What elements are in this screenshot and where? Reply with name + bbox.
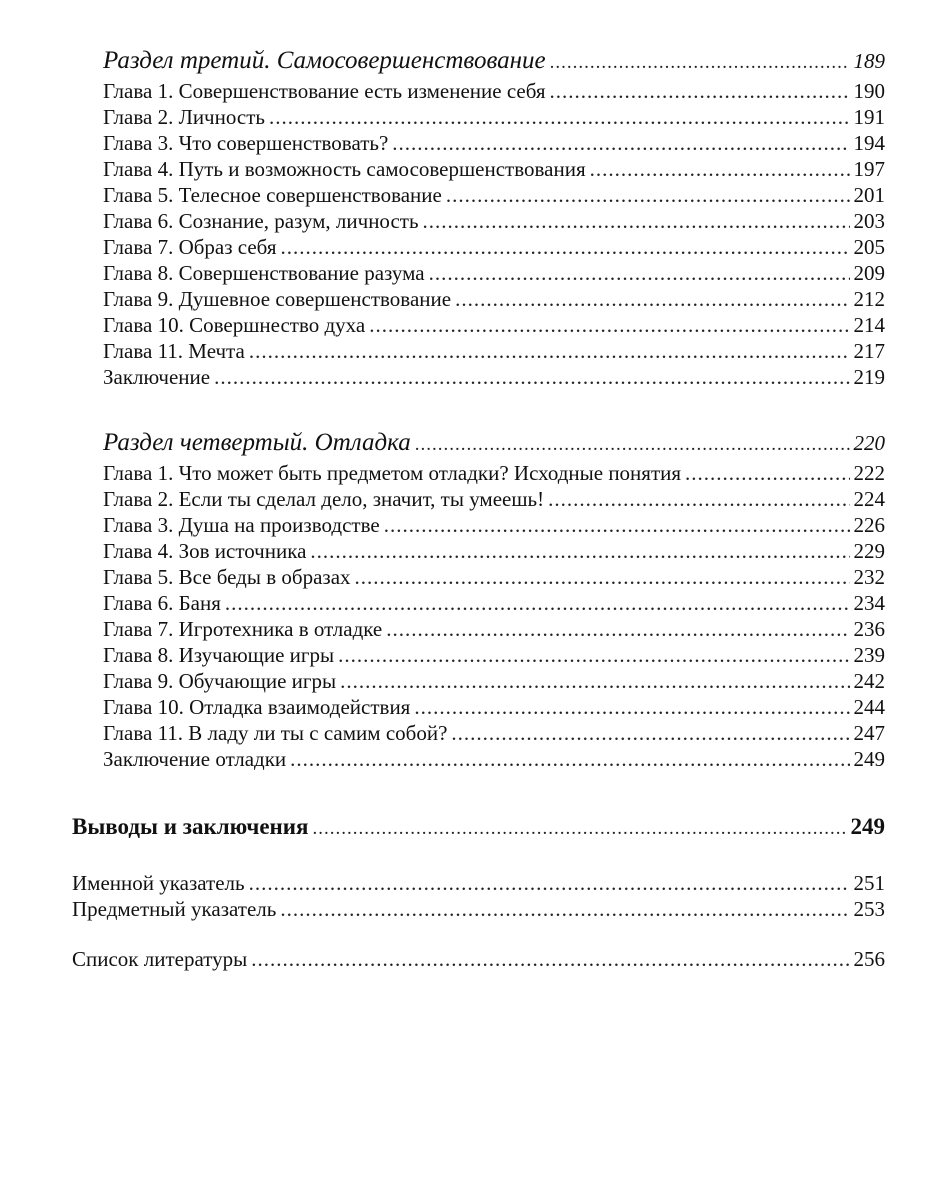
toc-entry[interactable] [103, 694, 885, 720]
entry-title: Именной указатель [72, 871, 245, 895]
page-number: 189 [853, 49, 885, 73]
conclusions-section [72, 812, 885, 842]
entry-title: Глава 8. Изучающие игры [103, 643, 335, 667]
dot-leader [451, 720, 849, 746]
page-number: 256 [853, 947, 885, 971]
entry-title: Предметный указатель [72, 897, 277, 921]
dot-leader [550, 46, 850, 80]
entry-title: Список литературы [72, 947, 248, 971]
part-4-heading[interactable] [103, 426, 885, 460]
toc-entry[interactable] [103, 78, 885, 104]
dot-leader [423, 208, 850, 234]
page-number: 226 [853, 513, 885, 537]
literature-section [72, 946, 885, 972]
page-number: 205 [853, 235, 885, 259]
entry-title: Глава 3. Что совершенствовать? [103, 131, 389, 155]
entry-title: Глава 4. Путь и возможность самосовершенствования [103, 157, 586, 181]
page-number: 239 [853, 643, 885, 667]
entry-title: Глава 1. Совершенствование есть изменение себя [103, 79, 546, 103]
toc-entry[interactable] [103, 564, 885, 590]
dot-leader [414, 694, 849, 720]
dot-leader [281, 234, 850, 260]
dot-leader [338, 642, 849, 668]
page-number: 236 [853, 617, 885, 641]
toc-entry[interactable] [103, 156, 885, 182]
part-3-section [103, 44, 885, 390]
part-title: Раздел третий. Самосовершенствование [103, 47, 546, 74]
page-number: 201 [853, 183, 885, 207]
dot-leader [386, 616, 849, 642]
entry-title: Глава 2. Если ты сделал дело, значит, ты умеешь! [103, 487, 545, 511]
dot-leader [310, 538, 849, 564]
dot-leader [590, 156, 850, 182]
dot-leader [455, 286, 849, 312]
toc-entry[interactable] [103, 234, 885, 260]
part-4-chapter-list [103, 460, 885, 772]
dot-leader [685, 460, 849, 486]
dot-leader [225, 590, 850, 616]
dot-leader [340, 668, 849, 694]
toc-entry[interactable] [103, 286, 885, 312]
dot-leader [384, 512, 850, 538]
page-number: 220 [853, 431, 885, 455]
entry-title: Глава 11. В ладу ли ты с самим собой? [103, 721, 448, 745]
dot-leader [251, 946, 849, 972]
entry-title: Глава 2. Личность [103, 105, 265, 129]
toc-entry[interactable] [103, 668, 885, 694]
entry-title: Заключение отладки [103, 747, 287, 771]
part-3-heading[interactable] [103, 44, 885, 78]
page-number: 219 [853, 365, 885, 389]
page-number: 229 [853, 539, 885, 563]
dot-leader [446, 182, 850, 208]
page-number: 197 [853, 157, 885, 181]
entry-title: Глава 8. Совершенствование разума [103, 261, 425, 285]
entry-title: Глава 3. Душа на производстве [103, 513, 380, 537]
literature-entry[interactable] [72, 946, 885, 972]
dot-leader [280, 896, 849, 922]
toc-entry[interactable] [103, 364, 885, 390]
page-number: 244 [853, 695, 885, 719]
page-number: 217 [853, 339, 885, 363]
entry-title: Заключение [103, 365, 211, 389]
toc-entry[interactable] [103, 486, 885, 512]
name-index-entry[interactable] [72, 870, 885, 896]
page-number: 214 [853, 313, 885, 337]
dot-leader [392, 130, 849, 156]
toc-entry[interactable] [103, 616, 885, 642]
entry-title: Глава 1. Что может быть предметом отладки? Исходные понятия [103, 461, 682, 485]
dot-leader [312, 814, 846, 844]
toc-entry[interactable] [103, 538, 885, 564]
dot-leader [355, 564, 850, 590]
toc-entry[interactable] [103, 746, 885, 772]
toc-entry[interactable] [103, 338, 885, 364]
dot-leader [429, 260, 850, 286]
dot-leader [214, 364, 849, 390]
dot-leader [550, 78, 850, 104]
toc-entry[interactable] [103, 104, 885, 130]
page-number: 234 [853, 591, 885, 615]
page-number: 222 [853, 461, 885, 485]
toc-entry[interactable] [103, 260, 885, 286]
dot-leader [249, 870, 850, 896]
page-number: 247 [853, 721, 885, 745]
page-number: 232 [853, 565, 885, 589]
entry-title: Выводы и заключения [72, 814, 309, 839]
subject-index-entry[interactable] [72, 896, 885, 922]
entry-title: Глава 10. Совершнество духа [103, 313, 366, 337]
toc-entry[interactable] [103, 208, 885, 234]
page-number: 251 [853, 871, 885, 895]
entry-title: Глава 11. Мечта [103, 339, 245, 363]
dot-leader [249, 338, 850, 364]
page-number: 224 [853, 487, 885, 511]
toc-entry[interactable] [103, 460, 885, 486]
dot-leader [369, 312, 849, 338]
dot-leader [290, 746, 849, 772]
page-number: 253 [853, 897, 885, 921]
entry-title: Глава 6. Баня [103, 591, 221, 615]
dot-leader [269, 104, 850, 130]
page-number: 203 [853, 209, 885, 233]
toc-entry[interactable] [103, 130, 885, 156]
entry-title: Глава 10. Отладка взаимодействия [103, 695, 411, 719]
part-title: Раздел четвертый. Отладка [103, 429, 411, 456]
toc-entry[interactable] [103, 590, 885, 616]
page-number: 249 [850, 814, 885, 839]
entry-title: Глава 9. Душевное совершенствование [103, 287, 452, 311]
page-number: 191 [853, 105, 885, 129]
entry-title: Глава 6. Сознание, разум, личность [103, 209, 419, 233]
dot-leader [548, 486, 849, 512]
page-number: 194 [853, 131, 885, 155]
entry-title: Глава 5. Все беды в образах [103, 565, 351, 589]
entry-title: Глава 9. Обучающие игры [103, 669, 337, 693]
conclusions-entry[interactable] [72, 812, 885, 842]
entry-title: Глава 7. Образ себя [103, 235, 277, 259]
toc-entry[interactable] [103, 642, 885, 668]
page-number: 249 [853, 747, 885, 771]
indexes-section [72, 870, 885, 922]
entry-title: Глава 7. Игротехника в отладке [103, 617, 383, 641]
part-4-section [103, 426, 885, 772]
entry-title: Глава 5. Телесное совершенствование [103, 183, 442, 207]
page-number: 242 [853, 669, 885, 693]
dot-leader [415, 428, 850, 462]
entry-title: Глава 4. Зов источника [103, 539, 307, 563]
page-number: 209 [853, 261, 885, 285]
toc-entry[interactable] [103, 182, 885, 208]
toc-entry[interactable] [103, 312, 885, 338]
toc-entry[interactable] [103, 512, 885, 538]
page-number: 190 [853, 79, 885, 103]
page-number: 212 [853, 287, 885, 311]
part-3-chapter-list [103, 78, 885, 390]
toc-entry[interactable] [103, 720, 885, 746]
